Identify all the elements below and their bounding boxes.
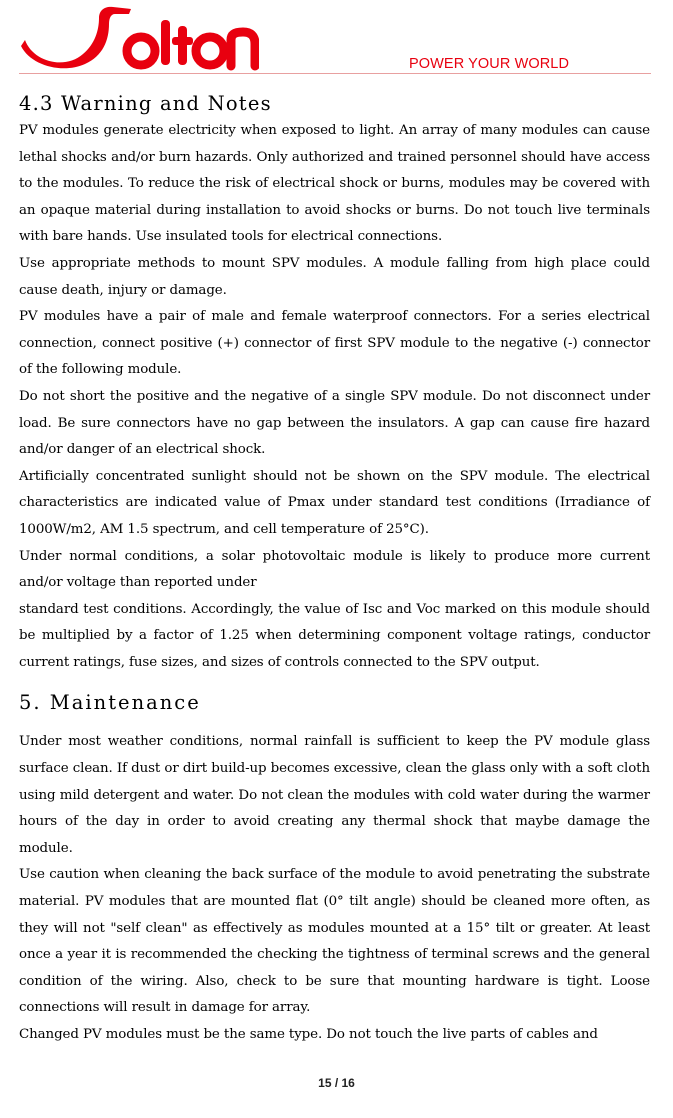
page-number: 15 / 16: [318, 1076, 355, 1090]
paragraph: PV modules generate electricity when exposed to light. An array of many modules can cause lethal shocks and/or burn hazards. Only authorized and trained personnel should have access to the modules. To reduce the risk of electrical shock or burns, modules may be covered with an opaque material during installation to avoid shocks or burns. Do not touch live terminals with bare hands. Use insulated tools for electrical connections.: [19, 123, 650, 245]
solton-logo: [19, 0, 259, 72]
paragraph: Changed PV modules must be the same type. Do not touch the live parts of cables and: [19, 1027, 598, 1042]
paragraph: Do not short the positive and the negative of a single SPV module. Do not disconnect under load. Be sure connectors have no gap between the insulators. A gap can cause fire hazard and/or danger of an electrical shock.: [19, 388, 650, 458]
paragraph: Under most weather conditions, normal rainfall is sufficient to keep the PV module glass surface clean. If dust or dirt build-up becomes excessive, clean the glass only with a soft cloth using mild detergent and water. Do not clean the modules with cold water during the warmer hours of the day in order to avoid creating any thermal shock that maybe damage the module.: [19, 734, 650, 856]
page-content: [19, 90, 650, 1049]
paragraph: Under normal conditions, a solar photovoltaic module is likely to produce more current and/or voltage than reported under: [19, 548, 650, 591]
section-heading-warning: 4.3 Warning and Notes: [19, 92, 272, 115]
page-header: [19, 0, 651, 74]
paragraph: Use appropriate methods to mount SPV modules. A module falling from high place could cause death, injury or damage.: [19, 255, 650, 298]
paragraph: Artificially concentrated sunlight should not be shown on the SPV module. The electrical characteristics are indicated value of Pmax under standard test conditions (Irradiance of 1000W/m2, AM 1.5 spectrum, and cell temperature of 25°C).: [19, 468, 650, 537]
paragraph: standard test conditions. Accordingly, the value of Isc and Voc marked on this module should be multiplied by a factor of 1.25 when determining component voltage ratings, conductor current ratings, fuse sizes, and sizes of controls connected to the SPV output.: [19, 601, 650, 670]
paragraph: Use caution when cleaning the back surface of the module to avoid penetrating the substrate material. PV modules that are mounted flat (0° tilt angle) should be cleaned more often, as they will not "self clean" as effectively as modules mounted at a 15° tilt or greater. At least once a year it is recommended the checking the tightness of terminal screws and the general condition of the wiring. Also, check to be sure that mounting hardware is tight. Loose connections will result in damage for array.: [19, 867, 650, 1016]
paragraph: PV modules have a pair of male and female waterproof connectors. For a series electrical connection, connect positive (+) connector of first SPV module to the negative (-) connector of the following module.: [19, 309, 650, 378]
tagline: POWER YOUR WORLD: [409, 56, 570, 72]
section-heading-maintenance: 5. Maintenance: [19, 691, 201, 715]
header-divider: [19, 73, 651, 74]
